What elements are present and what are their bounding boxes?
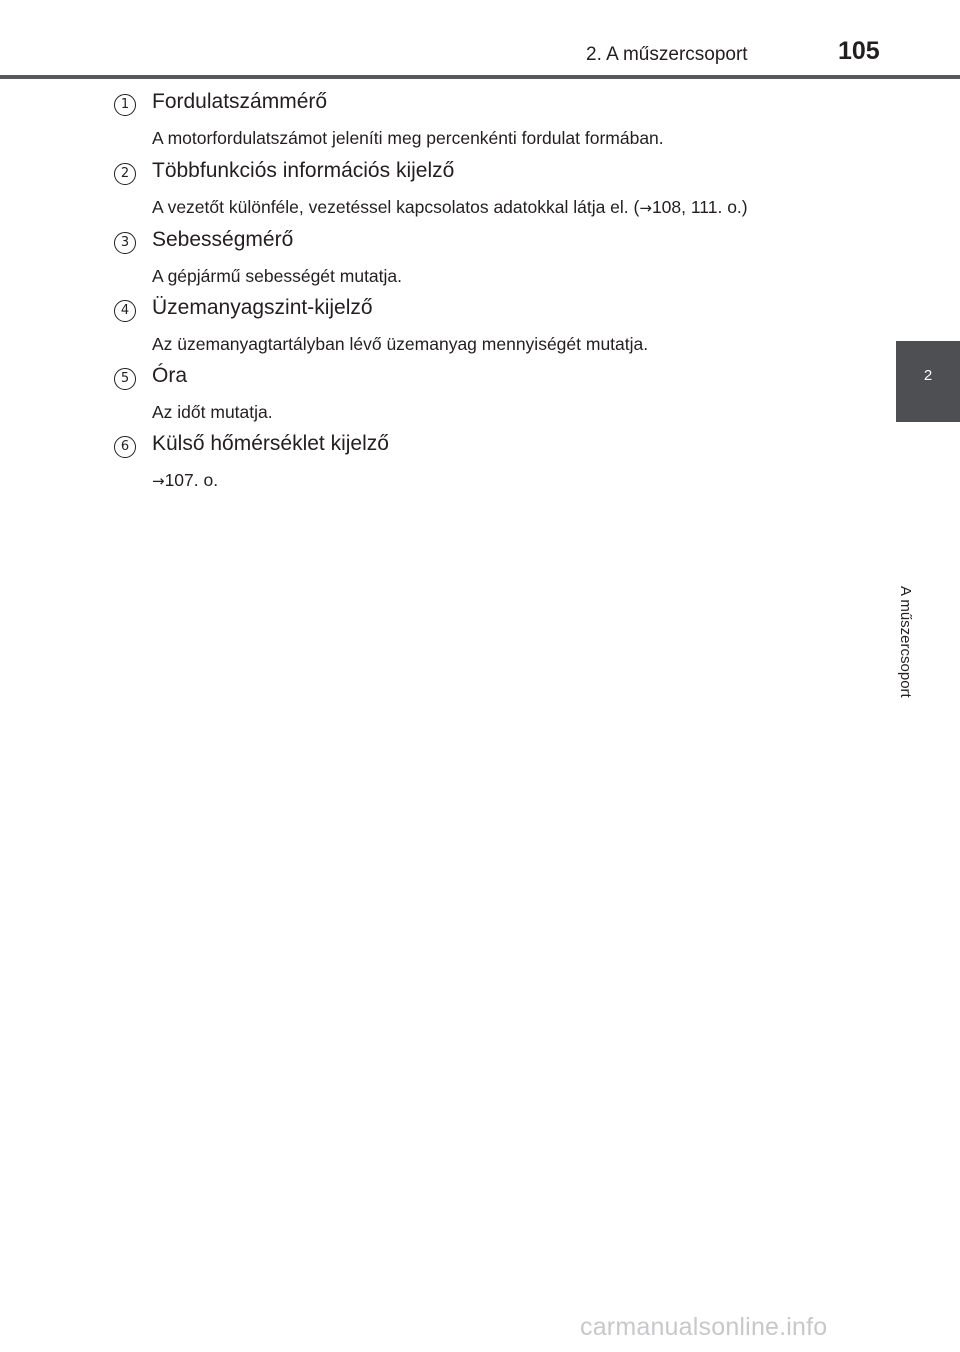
arrow-icon: →	[639, 199, 652, 217]
item-title: Sebességmérő	[152, 228, 294, 251]
item-number: 6	[114, 436, 136, 458]
item-description	[152, 470, 218, 491]
item-number: 5	[114, 368, 136, 390]
item-title: Többfunkciós információs kijelző	[152, 159, 455, 182]
item-description-text: A vezetőt különféle, vezetéssel kapcsolatos adatokkal látja el. (	[152, 197, 640, 217]
item-title: Fordulatszámmérő	[152, 90, 328, 113]
arrow-icon: →	[152, 472, 165, 490]
chapter-tab-label: A műszercsoport	[897, 586, 914, 698]
item-description: Az üzemanyagtartályban lévő üzemanyag mennyiségét mutatja.	[152, 334, 649, 354]
item-number: 3	[114, 232, 136, 254]
item-title: Óra	[152, 364, 188, 387]
chapter-tab	[896, 341, 960, 422]
page-number: 105	[838, 37, 880, 65]
item-title: Üzemanyagszint-kijelző	[152, 296, 373, 319]
watermark: carmanualsonline.info	[580, 1313, 828, 1341]
item-number: 1	[114, 94, 136, 116]
item-number: 2	[114, 163, 136, 185]
page-reference: 107. o.	[164, 470, 219, 490]
chapter-tab-number: 2	[923, 367, 933, 384]
item-description: A gépjármű sebességét mutatja.	[152, 266, 403, 286]
item-description	[152, 197, 748, 218]
header-section-title: 2. A műszercsoport	[586, 44, 748, 65]
item-title: Külső hőmérséklet kijelző	[152, 432, 389, 455]
item-description: Az időt mutatja.	[152, 402, 273, 422]
item-description: A motorfordulatszámot jeleníti meg percenkénti fordulat formában.	[152, 128, 664, 148]
item-number: 4	[114, 300, 136, 322]
page-reference: 108, 111. o.)	[651, 197, 748, 217]
header-divider	[0, 75, 960, 79]
